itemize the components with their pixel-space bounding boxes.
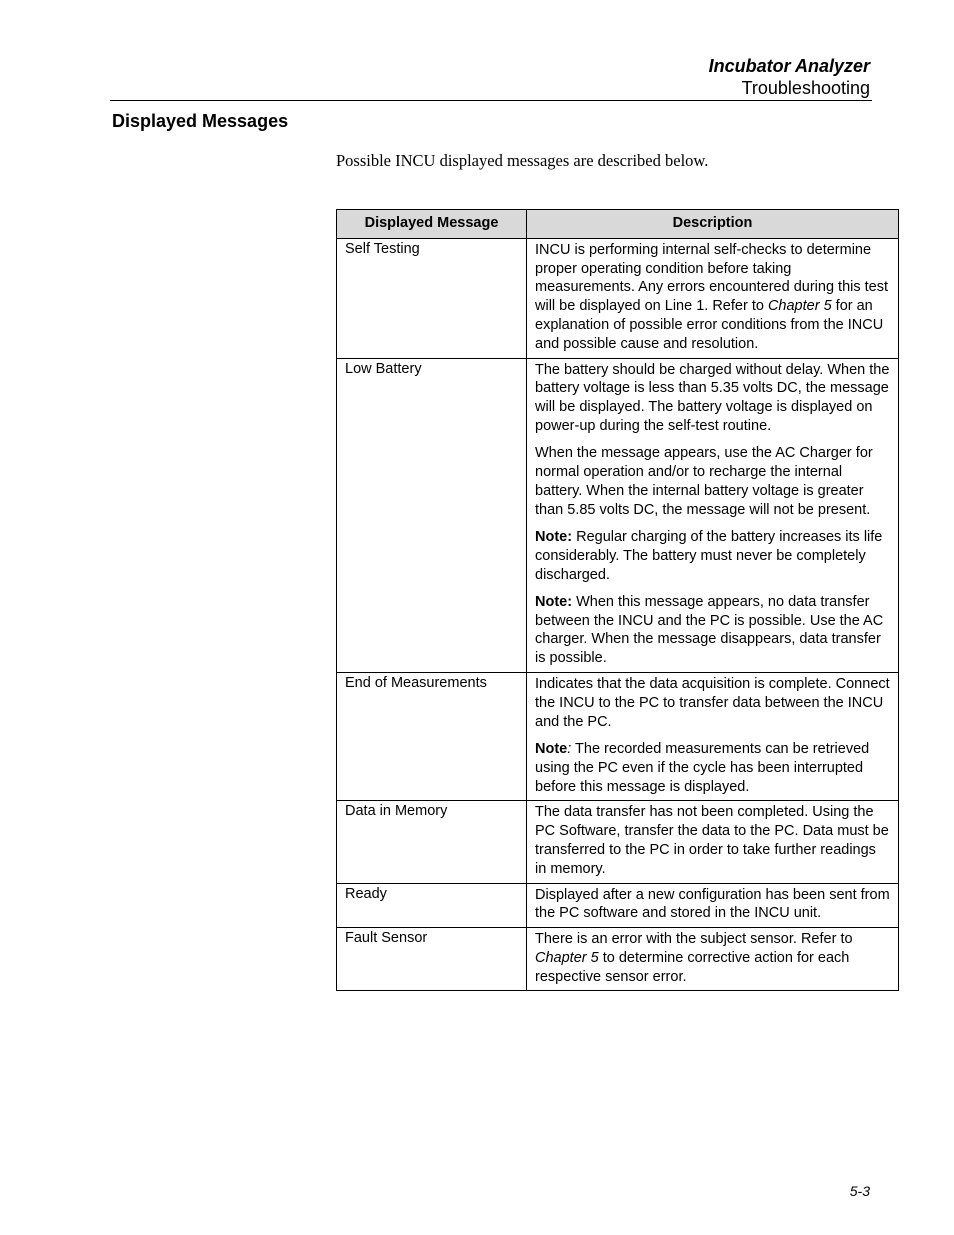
- chapter-reference: Chapter 5: [767, 298, 832, 315]
- message-cell: Data in Memory: [337, 801, 527, 883]
- table-header-row: [337, 210, 899, 239]
- description-cell: [527, 801, 899, 883]
- text-run: There is an error with the subject sensor. Refer to: [535, 931, 853, 948]
- note-paragraph: [535, 593, 890, 668]
- description-cell: [527, 238, 899, 358]
- description-paragraph: The data transfer has not been completed. Using the PC Software, transfer the data to the PC. Data must be transferred to the PC in order to take further readings in memory.: [535, 804, 889, 877]
- table-row: [337, 928, 899, 991]
- message-cell: Fault Sensor: [337, 928, 527, 991]
- message-cell: End of Measurements: [337, 673, 527, 801]
- text-run: to determine corrective action for each respective sensor error.: [535, 949, 850, 985]
- column-header-message: Displayed Message: [337, 210, 527, 239]
- description-cell: [527, 358, 899, 672]
- note-label: Note: [535, 740, 568, 757]
- table-row: [337, 358, 899, 672]
- text-run: When this message appears, no data transfer between the INCU and the PC is possible. Use the AC charger. When the message disappears, data transfer is possible.: [535, 593, 884, 667]
- text-run: Regular charging of the battery increases its life considerably. The battery must never be completely discharged.: [535, 528, 883, 583]
- message-cell: Low Battery: [337, 358, 527, 672]
- section-title: Displayed Messages: [112, 111, 289, 131]
- header-subtitle: Troubleshooting: [741, 78, 870, 98]
- page-number: 5-3: [849, 1183, 870, 1199]
- table-row: [337, 883, 899, 928]
- messages-table: [336, 209, 899, 991]
- description-cell: [527, 673, 899, 801]
- header-title: Incubator Analyzer: [708, 56, 870, 76]
- note-separator: :: [567, 740, 572, 757]
- description-paragraph: [535, 241, 890, 354]
- note-paragraph: [535, 740, 890, 796]
- text-run: The recorded measurements can be retrieved using the PC even if the cycle has been interrupted before this message is displayed.: [535, 740, 870, 795]
- table-row: [337, 238, 899, 358]
- text-run: INCU is performing internal self-checks to determine proper operating condition before taking measurements. Any errors encountered during this test will be displayed on Line 1. Refer to: [535, 241, 889, 315]
- note-paragraph: [535, 528, 890, 584]
- note-label: Note:: [535, 593, 573, 610]
- text-run: for an explanation of possible error conditions from the INCU and possible cause and resolution.: [535, 298, 884, 352]
- description-paragraph: Displayed after a new configuration has been sent from the PC software and stored in the INCU unit.: [535, 886, 890, 922]
- chapter-reference: Chapter 5: [535, 949, 599, 966]
- description-paragraph: The battery should be charged without delay. When the battery voltage is less than 5.35 volts DC, the message will be displayed. The battery voltage is displayed on power-up during the self-test routine.: [535, 361, 890, 434]
- table-row: [337, 801, 899, 883]
- message-cell: Ready: [337, 883, 527, 928]
- description-paragraph: When the message appears, use the AC Charger for normal operation and/or to recharge the internal battery. When the internal battery voltage is greater than 5.85 volts DC, the message will not be present.: [535, 445, 873, 518]
- description-paragraph: [535, 930, 890, 986]
- description-cell: [527, 883, 899, 928]
- description-paragraph: Indicates that the data acquisition is complete. Connect the INCU to the PC to transfer data between the INCU and the PC.: [535, 676, 890, 730]
- description-cell: [527, 928, 899, 991]
- note-label: Note:: [535, 528, 573, 545]
- table-row: [337, 673, 899, 801]
- column-header-description: Description: [527, 210, 899, 239]
- header-rule: [110, 100, 872, 101]
- message-cell: Self Testing: [337, 238, 527, 358]
- intro-paragraph: Possible INCU displayed messages are described below.: [336, 151, 709, 170]
